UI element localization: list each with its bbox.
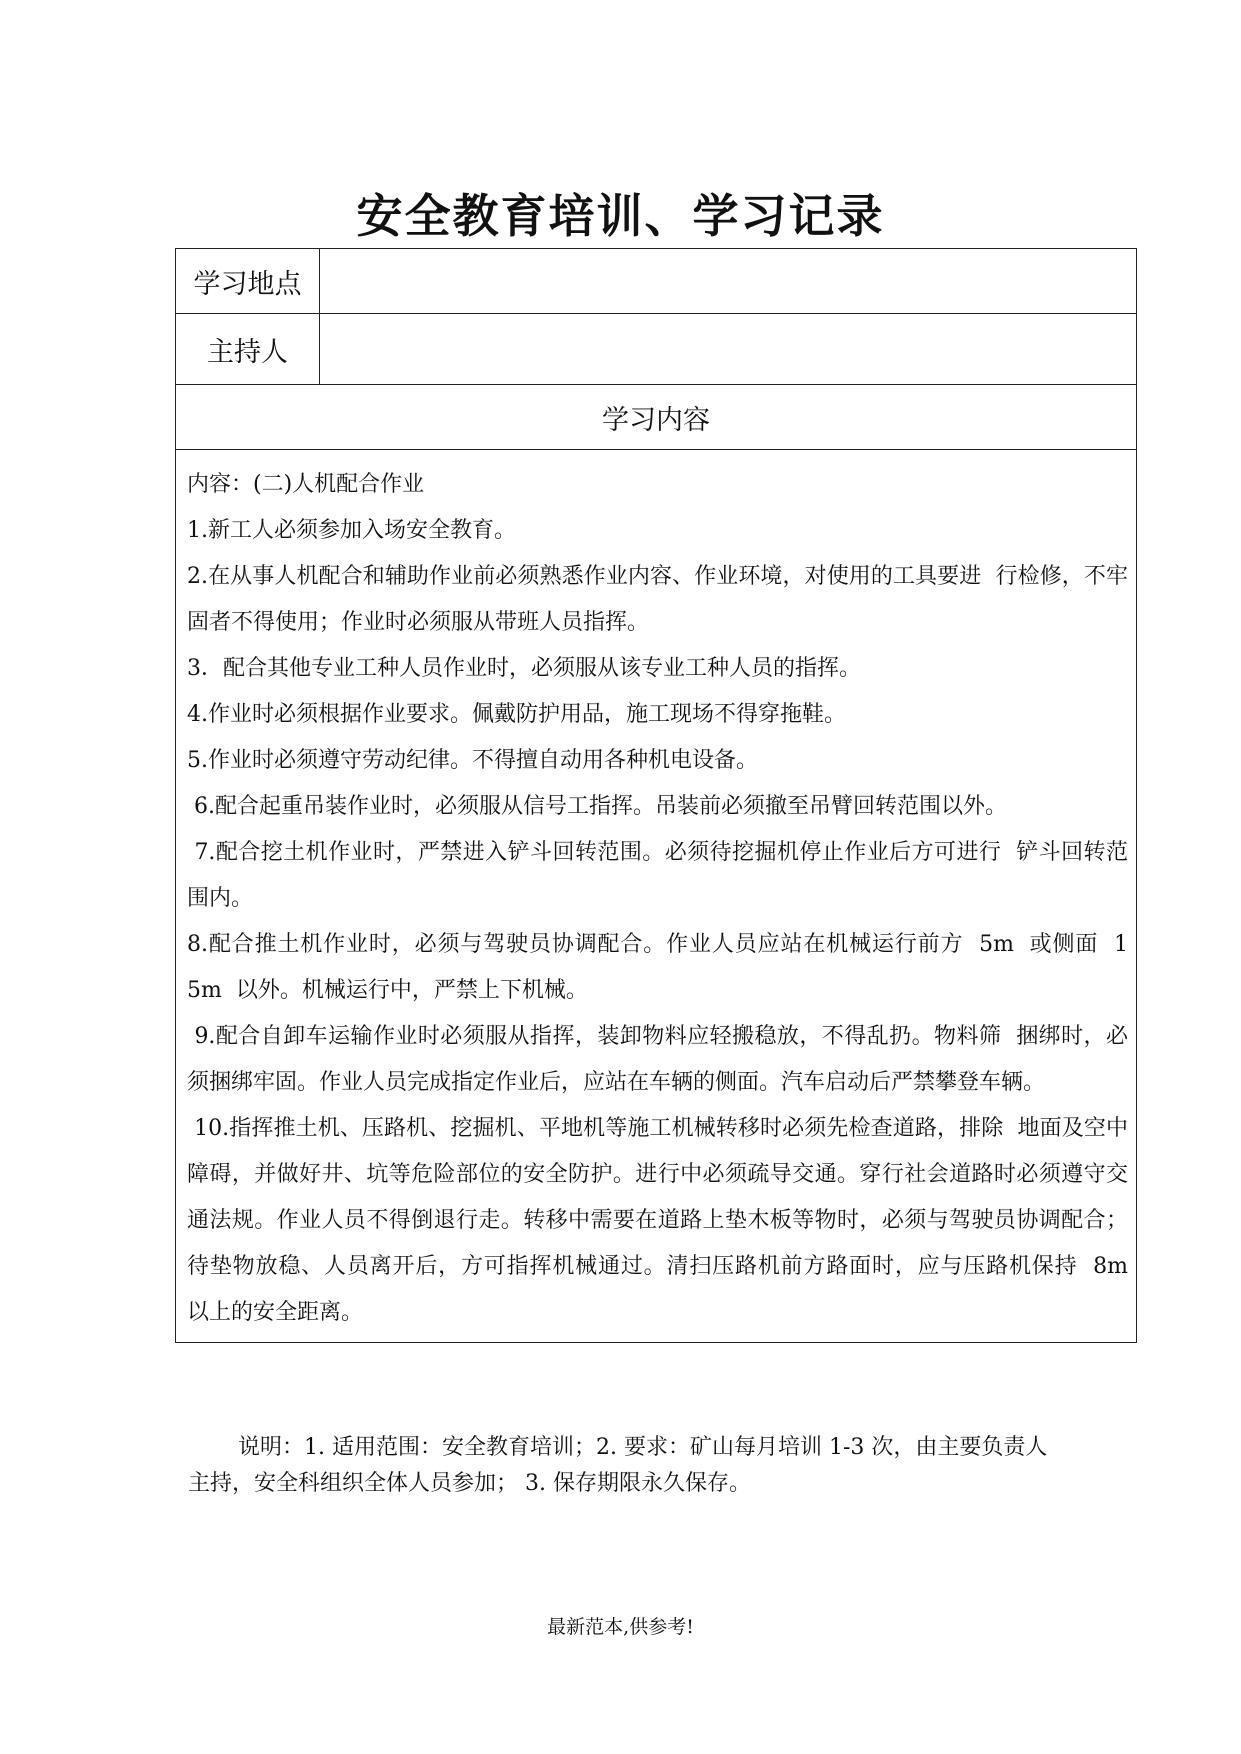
content-paragraph: 4.作业时必须根据作业要求。佩戴防护用品，施工现场不得穿拖鞋。 — [187, 702, 846, 727]
content-paragraph: 3．配合其他专业工种人员作业时，必须服从该专业工种人员的指挥。 — [187, 656, 861, 681]
content-paragraph: 5.作业时必须遵守劳动纪律。不得擅自动用各种机电设备。 — [187, 748, 758, 773]
content-paragraph: 6.配合起重吊装作业时，必须服从信号工指挥。吊装前必须撤至吊臂回转范围以外。 — [187, 794, 1007, 819]
host-row — [176, 314, 1137, 385]
content-paragraph: 7.配合挖土机作业时，严禁进入铲斗回转范围。必须待挖掘机停止作业后方可进行 铲斗回转范围内。 — [187, 840, 1128, 911]
host-label: 主持人 — [176, 314, 320, 385]
document-title: 安全教育培训、学习记录 — [356, 189, 885, 243]
content-body — [176, 450, 1142, 1343]
location-row — [176, 249, 1137, 314]
training-record-form — [175, 248, 1142, 1343]
page-footer: 最新范本,供参考! — [547, 1616, 694, 1638]
note-text: 说明：1. 适用范围：安全教育培训；2. 要求：矿山每月培训 1-3 次，由主要负责人主持，安全科组织全体人员参加； 3. 保存期限永久保存。 — [188, 1435, 1048, 1496]
content-header: 学习内容 — [176, 385, 1137, 450]
content-paragraph: 8.配合推土机作业时，必须与驾驶员协调配合。作业人员应站在机械运行前方 5m 或侧面 1 5m 以外。机械运行中，严禁上下机械。 — [187, 932, 1135, 1003]
content-row — [176, 450, 1137, 1343]
content-paragraph: 10.指挥推土机、压路机、挖掘机、平地机等施工机械转移时必须先检查道路，排除 地面及空中障碍，并做好井、坑等危险部位的安全防护。进行中必须疏导交通。穿行社会道路时必须遵守交通法规。作业人员不得倒退行走。转移中需要在道路上垫木板等物时，必须与驾驶员协调配合；待垫物放稳、人员离开后，方可指挥机械通过。清扫压路机前方路面时，应与压路机保持 8m 以上的安全距离。 — [187, 1116, 1142, 1325]
content-paragraph: 9.配合自卸车运输作业时必须服从指挥，装卸物料应轻搬稳放，不得乱扔。物料筛 捆绑时，必须捆绑牢固。作业人员完成指定作业后，应站在车辆的侧面。汽车启动后严禁攀登车辆。 — [187, 1024, 1128, 1095]
location-value-field[interactable] — [320, 249, 1137, 314]
content-header-row — [176, 385, 1137, 450]
location-label: 学习地点 — [176, 249, 320, 314]
host-value-field[interactable] — [320, 314, 1137, 385]
content-paragraph: 2.在从事人机配合和辅助作业前必须熟悉作业内容、作业环境，对使用的工具要进 行检修，不牢固者不得使用；作业时必须服从带班人员指挥。 — [187, 564, 1128, 635]
explanatory-note — [188, 1430, 1068, 1502]
content-paragraphs — [187, 462, 1142, 1336]
content-paragraph: 1.新工人必须参加入场安全教育。 — [187, 518, 516, 543]
content-paragraph: 内容：(二)人机配合作业 — [187, 472, 425, 497]
